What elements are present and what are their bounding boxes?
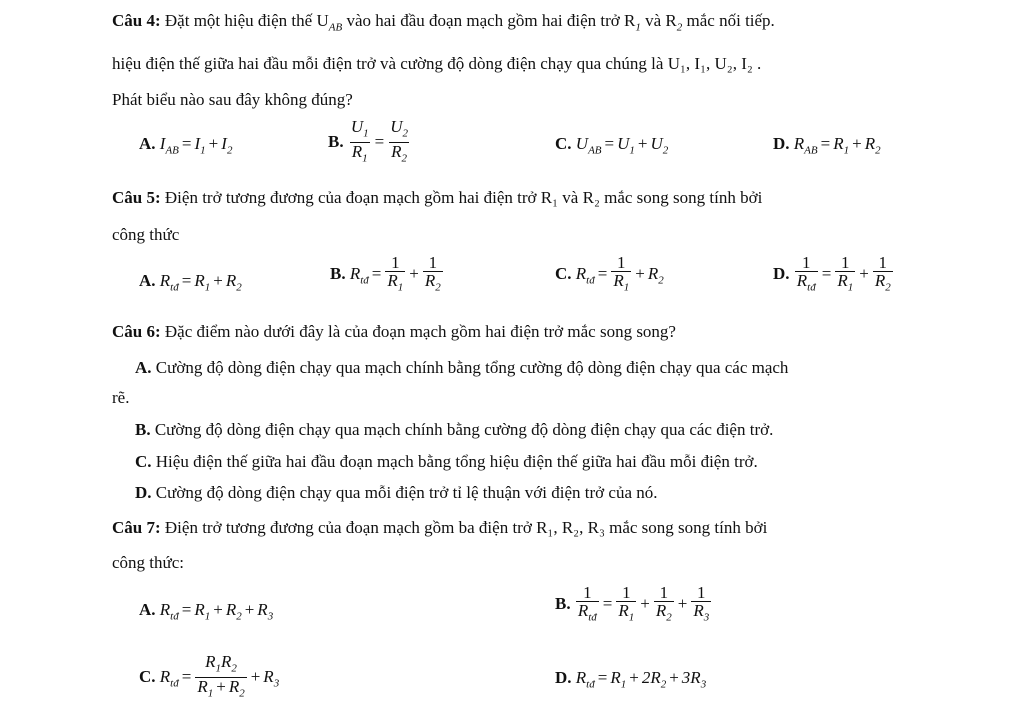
q5-option-b: B. $R_{tđ}$ = $\frac{1}{R_1}$ + $\frac{1}{R_2}$	[330, 254, 444, 296]
q6-option-b	[135, 420, 773, 440]
q4-line2: hiệu điện thế giữa hai đầu mỗi điện trở và cường độ dòng điện chạy qua chúng là U₁, I₁, U₂, I₂ .	[112, 54, 762, 73]
q4-a-label: A.	[139, 134, 156, 153]
q5-b-label: B.	[330, 264, 346, 284]
q6-d-label: D.	[135, 483, 152, 502]
q4-option-c: C. $U_{AB} = U_1 + U_2$	[555, 134, 669, 157]
q4-line3: Phát biểu nào sau đây không đúng?	[112, 90, 353, 109]
q6-a-label: A.	[135, 358, 152, 377]
q6-label: Câu 6:	[112, 322, 161, 341]
q5-label: Câu 5:	[112, 188, 161, 207]
q7-line1	[112, 518, 767, 538]
q7-option-c: C. $R_{tđ}$ = $\frac{R_1R_2}{R_1 + R_2}$ + $R_3$	[139, 653, 279, 703]
q5-option-d: D. $\frac{1}{R_{tđ}}$ = $\frac{1}{R_1}$ + $\frac{1}{R_2}$	[773, 254, 894, 296]
q5-line1	[112, 188, 762, 208]
q6-d-text: Cường độ dòng điện chạy qua mỗi điện trở tỉ lệ thuận với điện trở của nó.	[155, 483, 658, 502]
q4-text-d: mắc nối tiếp.	[686, 11, 775, 30]
q5-line2: công thức	[112, 225, 180, 244]
q7-label: Câu 7:	[112, 518, 161, 537]
q6-option-a-cont: rẽ.	[112, 388, 130, 407]
q4-line1: Câu 4: Đặt một hiệu điện thế $U_{AB}$ vào hai đầu đoạn mạch gồm hai điện trở $R_1$ và $R_2$ mắc nối tiếp.	[112, 11, 775, 34]
q6-option-d	[135, 483, 658, 503]
q7-option-d: D. $R_{tđ} = R_1 + 2R_2 + 3R_3$	[555, 668, 707, 691]
q6-c-label: C.	[135, 452, 152, 471]
q4-option-b: B. $\frac{U_1}{R_1}$ = $\frac{U_2}{R_2}$	[328, 118, 411, 168]
q4-text-c: và R	[645, 11, 677, 30]
q5-option-a: A. $R_{tđ} = R_1 + R_2$	[139, 271, 242, 294]
q6-b-label: B.	[135, 420, 151, 439]
q7-option-a: A. $R_{tđ} = R_1 + R_2 + R_3$	[139, 600, 274, 623]
q7-text: Điện trở tương đương của đoạn mạch gồm ba điện trở R₁, R₂, R₃ mắc song song tính bởi	[164, 518, 768, 537]
q4-text-b: vào hai đầu đoạn mạch gồm hai điện trở R	[346, 11, 636, 30]
q6-c-text: Hiệu điện thế giữa hai đầu đoạn mạch bằng tổng hiệu điện thế giữa hai đầu mỗi điện trở.	[155, 452, 758, 471]
q6-text: Đặc điểm nào dưới đây là của đoạn mạch gồm hai điện trở mắc song song?	[164, 322, 676, 341]
q7-c-label: C.	[139, 666, 156, 686]
q6-option-c	[135, 452, 758, 472]
q5-text: Điện trở tương đương của đoạn mạch gồm hai điện trở R₁ và R₂ mắc song song tính bởi	[164, 188, 763, 207]
q5-option-c: C. $R_{tđ}$ = $\frac{1}{R_1}$ + $R_2$	[555, 254, 664, 296]
q4-option-a	[139, 134, 232, 160]
q4-option-d: D. $R_{AB} = R_1 + R_2$	[773, 134, 881, 157]
q5-c-label: C.	[555, 264, 572, 284]
q6-b-text: Cường độ dòng điện chạy qua mạch chính bằng cường độ dòng điện chạy qua các điện trở.	[154, 420, 774, 439]
q6-option-a	[135, 358, 788, 378]
q4-d-label: D.	[773, 134, 790, 153]
q7-d-label: D.	[555, 668, 572, 687]
q5-a-label: A.	[139, 271, 156, 290]
q4-label: Câu 4:	[112, 11, 161, 30]
q4-c-label: C.	[555, 134, 572, 153]
q7-option-b: B. $\frac{1}{R_{tđ}}$ = $\frac{1}{R_1}$ + $\frac{1}{R_2}$ + $\frac{1}{R_3}$	[555, 584, 712, 626]
q7-a-label: A.	[139, 600, 156, 619]
q6-a-text: Cường độ dòng điện chạy qua mạch chính bằng tổng cường độ dòng điện chạy qua các mạch	[155, 358, 789, 377]
q4-b-label: B.	[328, 131, 344, 151]
q4-text-a: Đặt một hiệu điện thế U	[164, 11, 329, 30]
q4-a-formula: $I_{AB} = I_1 + I_2$	[159, 134, 233, 157]
q7-line2: công thức:	[112, 553, 185, 572]
q7-b-label: B.	[555, 594, 571, 614]
q6-stem	[112, 322, 676, 342]
q5-d-label: D.	[773, 264, 790, 284]
q4-sub-ab: AB	[328, 21, 343, 34]
